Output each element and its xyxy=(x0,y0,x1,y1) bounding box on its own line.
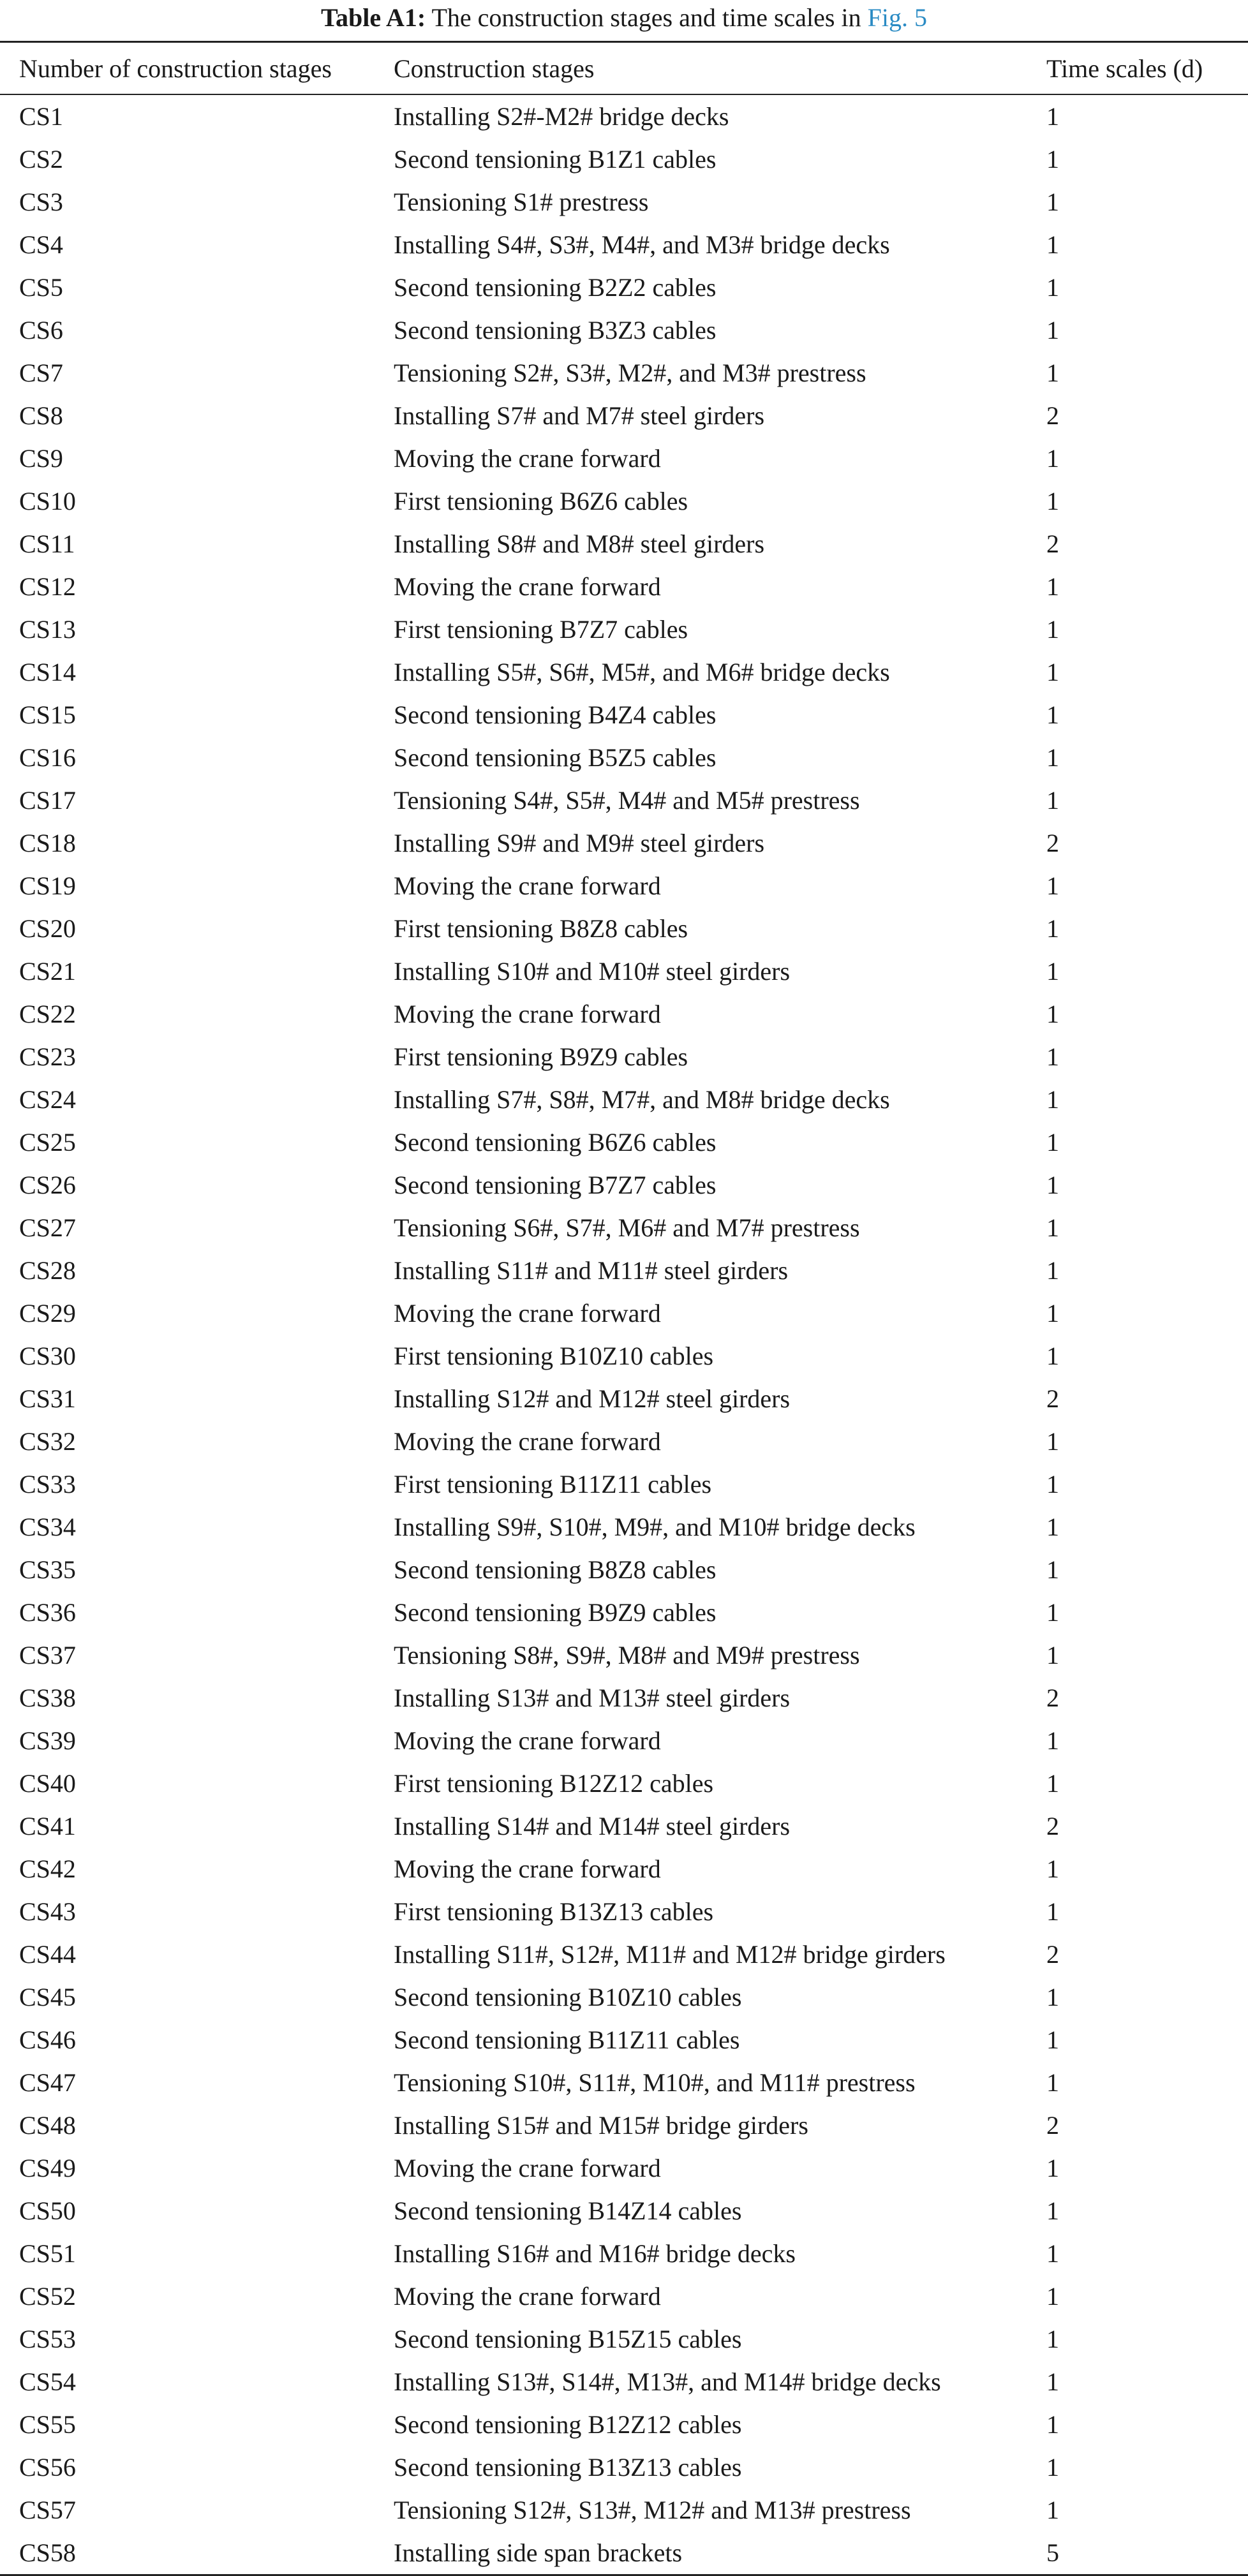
cell-stage-number: CS49 xyxy=(19,2154,76,2182)
cell-time-scale: 1 xyxy=(1046,1897,1059,1926)
table-row xyxy=(0,1121,1248,1164)
cell-construction-stage: Second tensioning B11Z11 cables xyxy=(394,2025,740,2054)
table-row xyxy=(0,2104,1248,2147)
cell-time-scale: 1 xyxy=(1046,786,1059,815)
cell-time-scale: 1 xyxy=(1046,572,1059,601)
cell-construction-stage: Second tensioning B10Z10 cables xyxy=(394,1983,742,2011)
cell-stage-number: CS10 xyxy=(19,487,76,515)
cell-time-scale: 1 xyxy=(1046,1171,1059,1199)
cell-construction-stage: Second tensioning B7Z7 cables xyxy=(394,1171,717,1199)
cell-time-scale: 1 xyxy=(1046,1213,1059,1242)
table-row xyxy=(0,993,1248,1035)
table-row xyxy=(0,1463,1248,1506)
table-row xyxy=(0,2018,1248,2061)
cell-stage-number: CS3 xyxy=(19,188,63,216)
cell-stage-number: CS7 xyxy=(19,359,63,387)
table-row xyxy=(0,1377,1248,1420)
cell-construction-stage: Moving the crane forward xyxy=(394,1000,661,1028)
cell-construction-stage: Moving the crane forward xyxy=(394,1427,661,1456)
cell-construction-stage: Installing S8# and M8# steel girders xyxy=(394,529,765,558)
cell-stage-number: CS6 xyxy=(19,316,63,344)
table-row xyxy=(0,480,1248,522)
table-row xyxy=(0,736,1248,779)
cell-stage-number: CS1 xyxy=(19,102,63,131)
cell-construction-stage: Installing S9#, S10#, M9#, and M10# bridge decks xyxy=(394,1513,916,1541)
cell-construction-stage: Second tensioning B2Z2 cables xyxy=(394,273,717,302)
cell-construction-stage: Tensioning S6#, S7#, M6# and M7# prestress xyxy=(394,1213,860,1242)
caption-text: The construction stages and time scales in xyxy=(431,3,861,32)
cell-stage-number: CS57 xyxy=(19,2496,76,2524)
cell-construction-stage: Tensioning S8#, S9#, M8# and M9# prestress xyxy=(394,1641,860,1669)
table-row xyxy=(0,2061,1248,2104)
table-row xyxy=(0,950,1248,993)
cell-stage-number: CS12 xyxy=(19,572,76,601)
cell-time-scale: 1 xyxy=(1046,2496,1059,2524)
cell-stage-number: CS56 xyxy=(19,2453,76,2482)
table-row xyxy=(0,138,1248,181)
cell-construction-stage: Tensioning S10#, S11#, M10#, and M11# prestress xyxy=(394,2068,916,2097)
cell-time-scale: 1 xyxy=(1046,1641,1059,1669)
table-row xyxy=(0,1420,1248,1463)
cell-construction-stage: Second tensioning B14Z14 cables xyxy=(394,2196,742,2225)
table-row xyxy=(0,1677,1248,1719)
cell-construction-stage: Moving the crane forward xyxy=(394,2282,661,2311)
table-row xyxy=(0,565,1248,608)
cell-time-scale: 1 xyxy=(1046,1085,1059,1114)
cell-time-scale: 1 xyxy=(1046,1513,1059,1541)
cell-time-scale: 1 xyxy=(1046,2154,1059,2182)
cell-stage-number: CS21 xyxy=(19,957,76,986)
cell-time-scale: 2 xyxy=(1046,401,1059,430)
cell-construction-stage: Moving the crane forward xyxy=(394,1854,661,1883)
cell-stage-number: CS28 xyxy=(19,1256,76,1285)
cell-stage-number: CS39 xyxy=(19,1726,76,1755)
cell-time-scale: 1 xyxy=(1046,2282,1059,2311)
cell-construction-stage: Installing S13# and M13# steel girders xyxy=(394,1684,791,1712)
cell-construction-stage: Installing S7#, S8#, M7#, and M8# bridge decks xyxy=(394,1085,890,1114)
cell-construction-stage: Moving the crane forward xyxy=(394,1299,661,1328)
table-row xyxy=(0,394,1248,437)
cell-time-scale: 1 xyxy=(1046,2196,1059,2225)
table-body xyxy=(0,94,1248,2575)
cell-time-scale: 1 xyxy=(1046,2025,1059,2054)
cell-time-scale: 1 xyxy=(1046,914,1059,943)
header-time-scales: Time scales (d) xyxy=(1046,42,1248,95)
table-row xyxy=(0,907,1248,950)
cell-stage-number: CS27 xyxy=(19,1213,76,1242)
cell-stage-number: CS31 xyxy=(19,1384,76,1413)
cell-stage-number: CS4 xyxy=(19,230,63,259)
table-caption xyxy=(0,0,1248,40)
cell-stage-number: CS55 xyxy=(19,2410,76,2439)
cell-time-scale: 5 xyxy=(1046,2531,1248,2575)
table-row xyxy=(0,2275,1248,2318)
header-row xyxy=(0,42,1248,95)
cell-time-scale: 1 xyxy=(1046,487,1059,515)
table-row xyxy=(0,1035,1248,1078)
cell-time-scale: 1 xyxy=(1046,871,1059,900)
table-row xyxy=(0,1890,1248,1933)
cell-time-scale: 1 xyxy=(1046,2410,1059,2439)
cell-stage-number: CS40 xyxy=(19,1769,76,1798)
table-row xyxy=(0,864,1248,907)
table-row xyxy=(0,223,1248,266)
cell-stage-number: CS58 xyxy=(0,2531,383,2575)
cell-time-scale: 2 xyxy=(1046,1812,1059,1840)
cell-construction-stage: Installing S2#-M2# bridge decks xyxy=(394,102,729,131)
table-row xyxy=(0,1164,1248,1206)
cell-stage-number: CS18 xyxy=(19,829,76,857)
cell-time-scale: 1 xyxy=(1046,273,1059,302)
table-row xyxy=(0,822,1248,864)
cell-construction-stage: Installing S9# and M9# steel girders xyxy=(394,829,765,857)
cell-time-scale: 2 xyxy=(1046,1940,1059,1969)
cell-stage-number: CS32 xyxy=(19,1427,76,1456)
cell-stage-number: CS19 xyxy=(19,871,76,900)
cell-construction-stage: Moving the crane forward xyxy=(394,2154,661,2182)
cell-construction-stage: Tensioning S1# prestress xyxy=(394,188,649,216)
cell-stage-number: CS13 xyxy=(19,615,76,644)
table-row xyxy=(0,1805,1248,1847)
cell-stage-number: CS14 xyxy=(19,658,76,686)
cell-stage-number: CS25 xyxy=(19,1128,76,1157)
cell-time-scale: 1 xyxy=(1046,102,1059,131)
cell-stage-number: CS16 xyxy=(19,743,76,772)
table-row xyxy=(0,94,1248,138)
cell-construction-stage: Second tensioning B6Z6 cables xyxy=(394,1128,717,1157)
table-row xyxy=(0,1078,1248,1121)
cell-construction-stage: Moving the crane forward xyxy=(394,572,661,601)
cell-stage-number: CS9 xyxy=(19,444,63,473)
cell-construction-stage: Second tensioning B1Z1 cables xyxy=(394,145,717,174)
cell-construction-stage: First tensioning B13Z13 cables xyxy=(394,1897,714,1926)
cell-construction-stage: Moving the crane forward xyxy=(394,1726,661,1755)
table-row xyxy=(0,1335,1248,1377)
cell-time-scale: 1 xyxy=(1046,1299,1059,1328)
cell-construction-stage: Second tensioning B15Z15 cables xyxy=(394,2325,742,2353)
cell-time-scale: 1 xyxy=(1046,444,1059,473)
cell-stage-number: CS47 xyxy=(19,2068,76,2097)
cell-stage-number: CS5 xyxy=(19,273,63,302)
figure-reference-link[interactable]: Fig. 5 xyxy=(867,3,927,32)
cell-construction-stage: Installing S15# and M15# bridge girders xyxy=(394,2111,808,2140)
table-row xyxy=(0,1762,1248,1805)
cell-stage-number: CS41 xyxy=(19,1812,76,1840)
cell-time-scale: 1 xyxy=(1046,1726,1059,1755)
cell-stage-number: CS26 xyxy=(19,1171,76,1199)
cell-stage-number: CS50 xyxy=(19,2196,76,2225)
table-row xyxy=(0,266,1248,309)
table-row xyxy=(0,1976,1248,2018)
cell-construction-stage: Second tensioning B12Z12 cables xyxy=(394,2410,742,2439)
cell-time-scale: 2 xyxy=(1046,529,1059,558)
header-stage-number: Number of construction stages xyxy=(0,42,383,95)
cell-construction-stage: Moving the crane forward xyxy=(394,444,661,473)
cell-construction-stage: Second tensioning B13Z13 cables xyxy=(394,2453,742,2482)
cell-stage-number: CS34 xyxy=(19,1513,76,1541)
cell-stage-number: CS46 xyxy=(19,2025,76,2054)
cell-time-scale: 1 xyxy=(1046,188,1059,216)
cell-construction-stage: Installing S5#, S6#, M5#, and M6# bridge decks xyxy=(394,658,890,686)
table-row xyxy=(0,2232,1248,2275)
cell-stage-number: CS51 xyxy=(19,2239,76,2268)
cell-stage-number: CS17 xyxy=(19,786,76,815)
table-row xyxy=(0,2189,1248,2232)
table-row xyxy=(0,2147,1248,2189)
table-row xyxy=(0,522,1248,565)
cell-stage-number: CS36 xyxy=(19,1598,76,1627)
cell-time-scale: 1 xyxy=(1046,957,1059,986)
cell-construction-stage: Tensioning S4#, S5#, M4# and M5# prestress xyxy=(394,786,860,815)
table-row xyxy=(0,2489,1248,2531)
cell-time-scale: 1 xyxy=(1046,2453,1059,2482)
cell-stage-number: CS30 xyxy=(19,1342,76,1370)
table-row xyxy=(0,2446,1248,2489)
table-row xyxy=(0,309,1248,352)
cell-construction-stage: Installing S14# and M14# steel girders xyxy=(394,1812,791,1840)
cell-time-scale: 1 xyxy=(1046,1128,1059,1157)
cell-construction-stage: Installing S13#, S14#, M13#, and M14# bridge decks xyxy=(394,2367,941,2396)
cell-time-scale: 1 xyxy=(1046,145,1059,174)
cell-stage-number: CS29 xyxy=(19,1299,76,1328)
cell-time-scale: 1 xyxy=(1046,1555,1059,1584)
cell-construction-stage: Installing S7# and M7# steel girders xyxy=(394,401,765,430)
cell-construction-stage: Second tensioning B8Z8 cables xyxy=(394,1555,717,1584)
cell-stage-number: CS35 xyxy=(19,1555,76,1584)
table-row xyxy=(0,2360,1248,2403)
cell-time-scale: 1 xyxy=(1046,1769,1059,1798)
cell-time-scale: 1 xyxy=(1046,1983,1059,2011)
table-row xyxy=(0,352,1248,394)
cell-construction-stage: Installing S12# and M12# steel girders xyxy=(394,1384,791,1413)
cell-time-scale: 1 xyxy=(1046,359,1059,387)
table-row xyxy=(0,693,1248,736)
cell-construction-stage: Tensioning S2#, S3#, M2#, and M3# prestress xyxy=(394,359,866,387)
cell-stage-number: CS23 xyxy=(19,1042,76,1071)
table-row xyxy=(0,2318,1248,2360)
cell-stage-number: CS38 xyxy=(19,1684,76,1712)
table-row xyxy=(0,181,1248,223)
cell-construction-stage: Installing S4#, S3#, M4#, and M3# bridge decks xyxy=(394,230,890,259)
table-row xyxy=(0,651,1248,693)
cell-time-scale: 1 xyxy=(1046,1256,1059,1285)
cell-time-scale: 1 xyxy=(1046,615,1059,644)
cell-construction-stage: Installing S10# and M10# steel girders xyxy=(394,957,791,986)
cell-stage-number: CS24 xyxy=(19,1085,76,1114)
table-header xyxy=(0,42,1248,95)
cell-stage-number: CS44 xyxy=(19,1940,76,1969)
table-row xyxy=(0,2403,1248,2446)
cell-stage-number: CS48 xyxy=(19,2111,76,2140)
cell-time-scale: 1 xyxy=(1046,1342,1059,1370)
table-row xyxy=(0,1506,1248,1548)
cell-stage-number: CS54 xyxy=(19,2367,76,2396)
cell-construction-stage: Second tensioning B3Z3 cables xyxy=(394,316,717,344)
cell-stage-number: CS20 xyxy=(19,914,76,943)
cell-stage-number: CS11 xyxy=(19,529,75,558)
table-row xyxy=(0,1249,1248,1292)
header-construction-stages: Construction stages xyxy=(383,42,1046,95)
construction-stages-table xyxy=(0,41,1248,2576)
cell-construction-stage: First tensioning B11Z11 cables xyxy=(394,1470,712,1499)
cell-time-scale: 1 xyxy=(1046,1042,1059,1071)
cell-construction-stage: Second tensioning B5Z5 cables xyxy=(394,743,717,772)
cell-time-scale: 1 xyxy=(1046,1854,1059,1883)
cell-time-scale: 1 xyxy=(1046,230,1059,259)
cell-time-scale: 2 xyxy=(1046,829,1059,857)
cell-stage-number: CS22 xyxy=(19,1000,76,1028)
cell-construction-stage: Second tensioning B4Z4 cables xyxy=(394,700,717,729)
cell-time-scale: 1 xyxy=(1046,658,1059,686)
cell-time-scale: 1 xyxy=(1046,1000,1059,1028)
caption-label: Table A1: xyxy=(321,3,426,32)
cell-stage-number: CS45 xyxy=(19,1983,76,2011)
cell-time-scale: 1 xyxy=(1046,2239,1059,2268)
cell-construction-stage: Tensioning S12#, S13#, M12# and M13# prestress xyxy=(394,2496,911,2524)
cell-stage-number: CS15 xyxy=(19,700,76,729)
cell-time-scale: 2 xyxy=(1046,1384,1059,1413)
cell-time-scale: 1 xyxy=(1046,700,1059,729)
table-row xyxy=(0,1591,1248,1634)
table-row xyxy=(0,779,1248,822)
cell-time-scale: 1 xyxy=(1046,1470,1059,1499)
cell-stage-number: CS33 xyxy=(19,1470,76,1499)
cell-stage-number: CS53 xyxy=(19,2325,76,2353)
cell-construction-stage: Installing S16# and M16# bridge decks xyxy=(394,2239,796,2268)
cell-stage-number: CS52 xyxy=(19,2282,76,2311)
cell-construction-stage: Moving the crane forward xyxy=(394,871,661,900)
table-row xyxy=(0,1719,1248,1762)
cell-time-scale: 1 xyxy=(1046,743,1059,772)
table-row xyxy=(0,608,1248,651)
cell-construction-stage: First tensioning B8Z8 cables xyxy=(394,914,688,943)
cell-time-scale: 2 xyxy=(1046,2111,1059,2140)
cell-time-scale: 1 xyxy=(1046,1427,1059,1456)
cell-stage-number: CS42 xyxy=(19,1854,76,1883)
cell-time-scale: 1 xyxy=(1046,2325,1059,2353)
cell-construction-stage: First tensioning B10Z10 cables xyxy=(394,1342,714,1370)
cell-stage-number: CS43 xyxy=(19,1897,76,1926)
table-row xyxy=(0,1847,1248,1890)
table-row xyxy=(0,1933,1248,1976)
cell-time-scale: 1 xyxy=(1046,2367,1059,2396)
cell-stage-number: CS2 xyxy=(19,145,63,174)
cell-construction-stage: First tensioning B7Z7 cables xyxy=(394,615,688,644)
cell-construction-stage: Second tensioning B9Z9 cables xyxy=(394,1598,717,1627)
cell-time-scale: 1 xyxy=(1046,1598,1059,1627)
table-row xyxy=(0,1206,1248,1249)
table-row xyxy=(0,1634,1248,1677)
table-row xyxy=(0,2531,1248,2575)
cell-time-scale: 2 xyxy=(1046,1684,1059,1712)
cell-time-scale: 1 xyxy=(1046,2068,1059,2097)
table-row xyxy=(0,1292,1248,1335)
table-row xyxy=(0,1548,1248,1591)
cell-construction-stage: First tensioning B6Z6 cables xyxy=(394,487,688,515)
table-row xyxy=(0,437,1248,480)
cell-construction-stage: First tensioning B12Z12 cables xyxy=(394,1769,714,1798)
cell-construction-stage: Installing S11#, S12#, M11# and M12# bridge girders xyxy=(394,1940,946,1969)
cell-construction-stage: Installing S11# and M11# steel girders xyxy=(394,1256,789,1285)
cell-stage-number: CS8 xyxy=(19,401,63,430)
cell-construction-stage: First tensioning B9Z9 cables xyxy=(394,1042,688,1071)
cell-stage-number: CS37 xyxy=(19,1641,76,1669)
cell-time-scale: 1 xyxy=(1046,316,1059,344)
cell-construction-stage: Installing side span brackets xyxy=(383,2531,1046,2575)
